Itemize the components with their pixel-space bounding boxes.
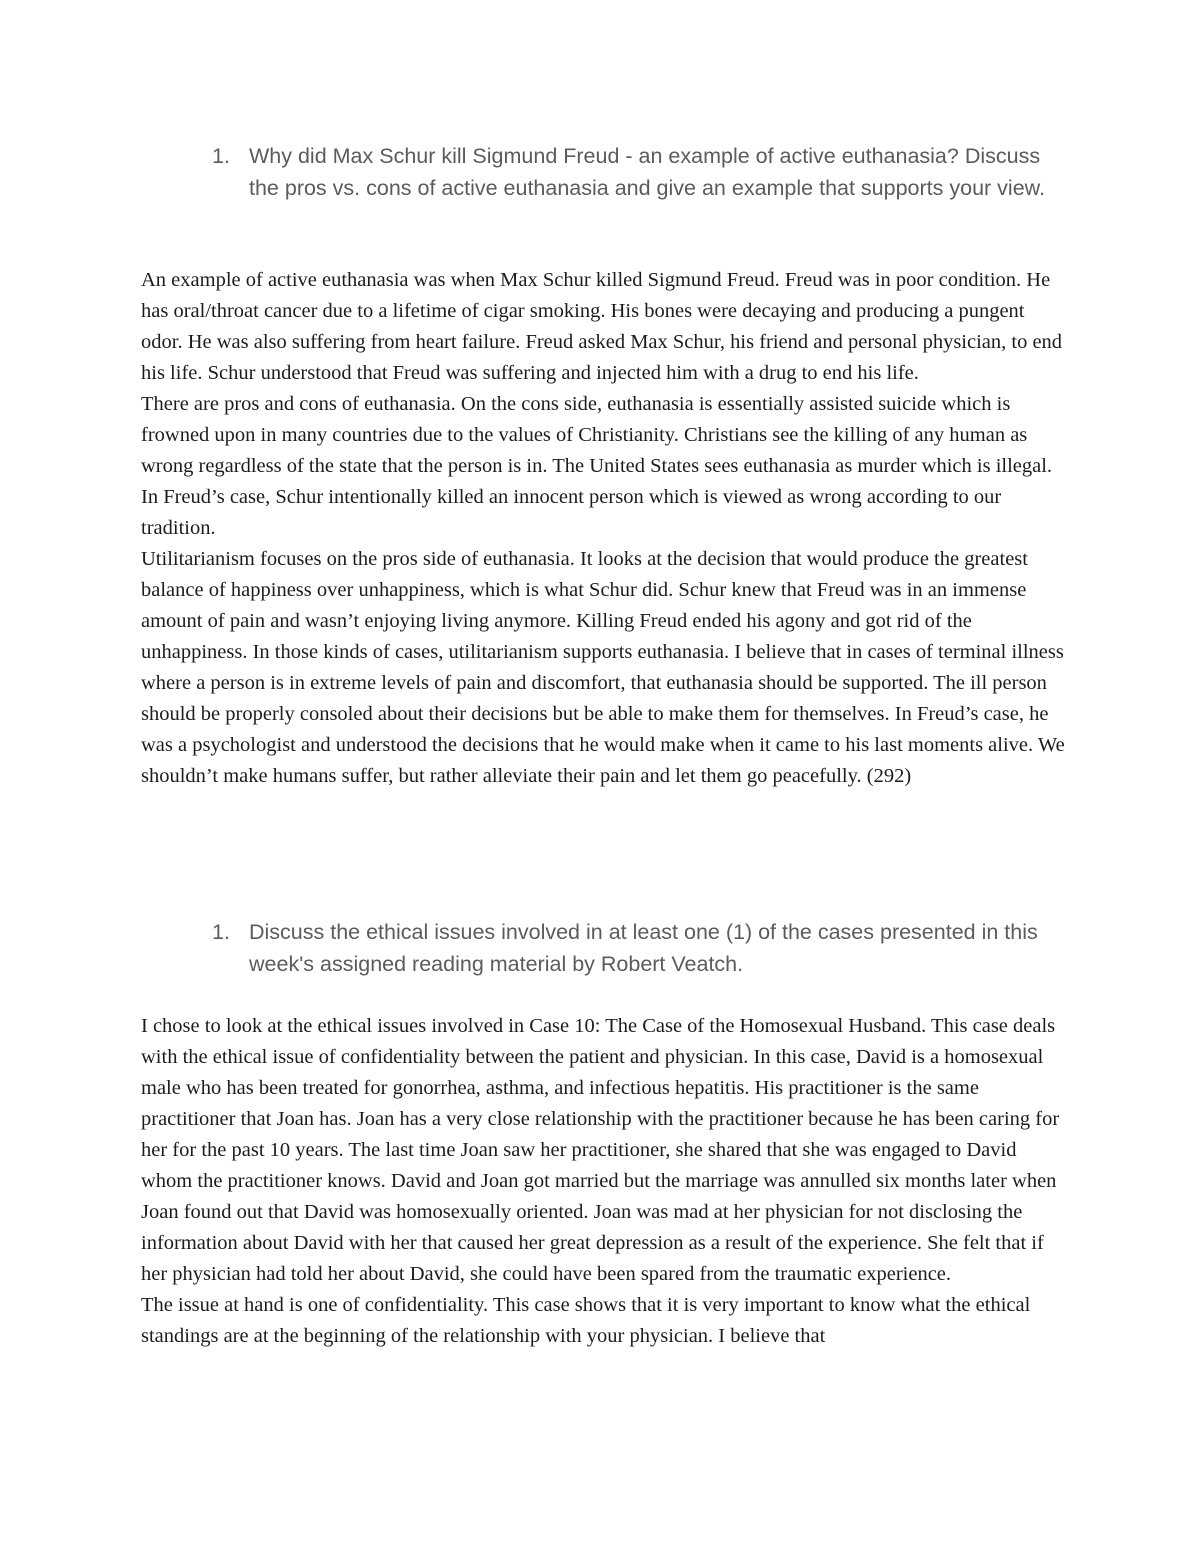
question-2-text: Discuss the ethical issues involved in at least one (1) of the cases presented in this week's assigned reading material by Robert Veatch. — [249, 920, 1038, 976]
question-2 — [212, 917, 1072, 980]
answer-1-paragraph-2: There are pros and cons of euthanasia. On the cons side, euthanasia is essentially assisted suicide which is frowned upon in many countries due to the values of Christianity. Christians see the killing of any human as wrong regardless of the state that the person is in. The United States sees euthanasia as murder which is illegal. In Freud’s case, Schur intentionally killed an innocent person which is viewed as wrong according to our tradition. — [141, 393, 1053, 539]
question-1 — [212, 141, 1072, 204]
answer-2 — [141, 1011, 1066, 1352]
answer-1-paragraph-3: Utilitarianism focuses on the pros side of euthanasia. It looks at the decision that would produce the greatest balance of happiness over unhappiness, which is what Schur did. Schur knew that Freud was in an immense amount of pain and wasn’t enjoying living anymore. Killing Freud ended his agony and got rid of the unhappiness. In those kinds of cases, utilitarianism supports euthanasia. I believe that in cases of terminal illness where a person is in extreme levels of pain and discomfort, that euthanasia should be supported. The ill person should be properly consoled about their decisions but be able to make them for themselves. In Freud’s case, he was a psychologist and understood the decisions that he would make when it came to his last moments alive. We shouldn’t make humans suffer, but rather alleviate their pain and let them go peacefully. (292) — [141, 548, 1065, 787]
answer-2-paragraph-1: I chose to look at the ethical issues involved in Case 10: The Case of the Homosexual Husband. This case deals with the ethical issue of confidentiality between the patient and physician. In this case, David is a homosexual male who has been treated for gonorrhea, asthma, and infectious hepatitis. His practitioner is the same practitioner that Joan has. Joan has a very close relationship with the practitioner because he has been caring for her for the past 10 years. The last time Joan saw her practitioner, she shared that she was engaged to David whom the practitioner knows. David and Joan got married but the marriage was annulled six months later when Joan found out that David was homosexually oriented. Joan was mad at her physician for not disclosing the information about David with her that caused her great depression as a result of the experience. She felt that if her physician had told her about David, she could have been spared from the traumatic experience. — [141, 1015, 1060, 1285]
answer-1-paragraph-1: An example of active euthanasia was when Max Schur killed Sigmund Freud. Freud was in poor condition. He has oral/throat cancer due to a lifetime of cigar smoking. His bones were decaying and producing a pungent odor. He was also suffering from heart failure. Freud asked Max Schur, his friend and personal physician, to end his life. Schur understood that Freud was suffering and injected him with a drug to end his life. — [141, 269, 1063, 384]
answer-2-paragraph-2: The issue at hand is one of confidentiality. This case shows that it is very important to know what the ethical standings are at the beginning of the relationship with your physician. I believe that — [141, 1294, 1031, 1347]
question-1-text: Why did Max Schur kill Sigmund Freud - an example of active euthanasia? Discuss the pros vs. cons of active euthanasia and give an example that supports your view. — [249, 144, 1045, 200]
question-1-number: 1. — [212, 144, 230, 168]
answer-1 — [141, 265, 1066, 792]
question-2-number: 1. — [212, 920, 230, 944]
